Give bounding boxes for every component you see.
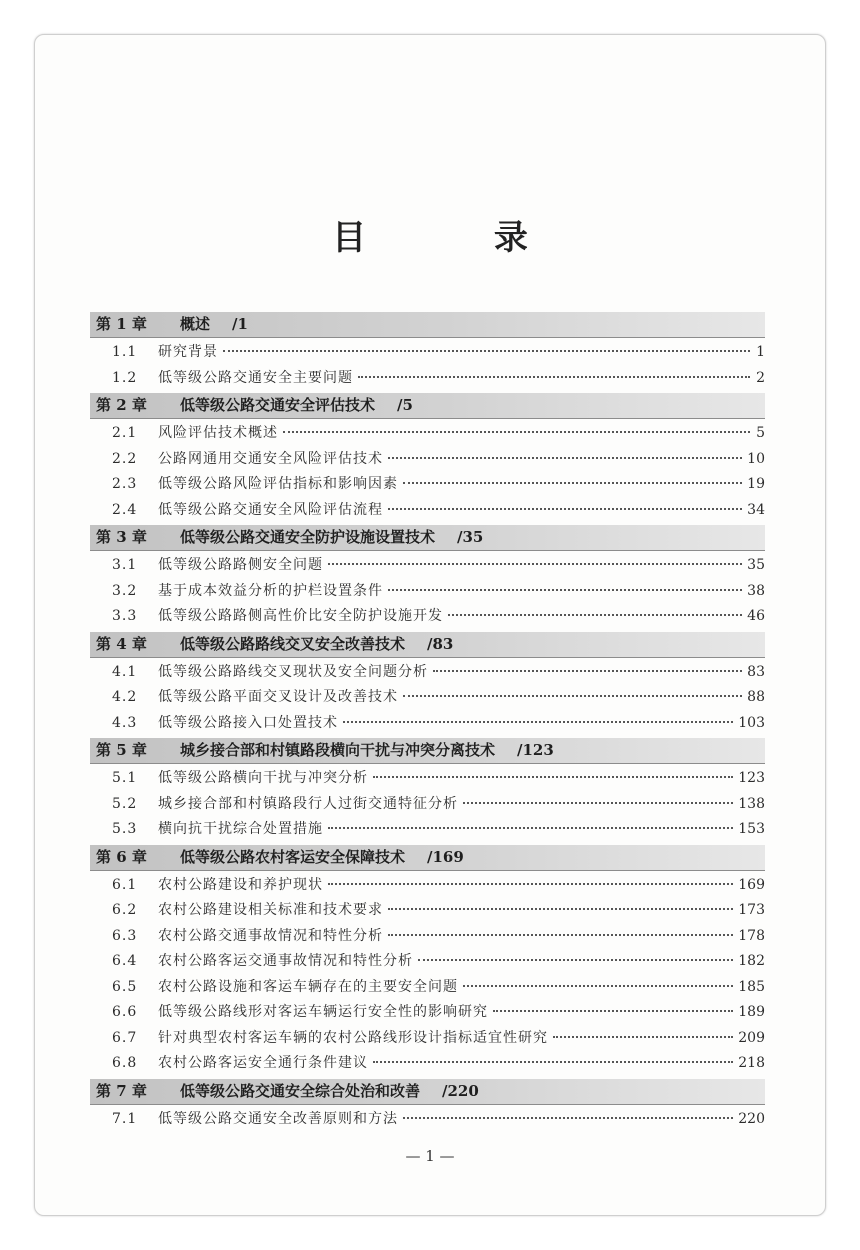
- section-page: 185: [738, 978, 765, 995]
- chapter-heading[interactable]: [90, 393, 765, 419]
- section-title: 农村公路设施和客运车辆存在的主要安全问题: [158, 978, 458, 995]
- chapter-page: /123: [517, 741, 554, 759]
- section-number: 2.3: [112, 476, 138, 492]
- section-number: 4.2: [112, 689, 138, 705]
- chapter-number: 第 5 章: [96, 741, 147, 759]
- section-page: 88: [747, 689, 765, 705]
- section-page: 153: [738, 821, 765, 837]
- section-title: 低等级公路路侧安全问题: [158, 557, 323, 573]
- section-title: 公路网通用交通安全风险评估技术: [158, 450, 383, 467]
- dot-leader: [388, 908, 733, 910]
- section-title: 农村公路客运交通事故情况和特性分析: [158, 953, 413, 969]
- toc-entry[interactable]: [90, 447, 765, 473]
- section-number: 6.8: [112, 1055, 138, 1071]
- chapter-heading[interactable]: [90, 632, 765, 658]
- section-page: 173: [738, 902, 765, 918]
- section-page: 35: [747, 557, 765, 573]
- section-title: 低等级公路路线交叉现状及安全问题分析: [158, 663, 428, 680]
- chapter-number: 第 7 章: [96, 1081, 147, 1100]
- toc-entry[interactable]: [90, 579, 765, 605]
- section-title: 低等级公路交通安全主要问题: [158, 369, 353, 386]
- section-number: 4.3: [112, 714, 138, 731]
- section-number: 2.1: [112, 425, 138, 441]
- dot-leader: [448, 614, 742, 616]
- dot-leader: [358, 376, 750, 378]
- section-page: 103: [738, 714, 765, 731]
- section-page: 83: [747, 663, 765, 680]
- section-title: 低等级公路交通安全风险评估流程: [158, 501, 383, 518]
- section-title: 低等级公路交通安全改善原则和方法: [158, 1110, 398, 1127]
- chapter-title: 城乡接合部和村镇路段横向干扰与冲突分离技术: [180, 741, 496, 759]
- toc-entry[interactable]: [90, 553, 765, 579]
- dot-leader: [403, 695, 742, 697]
- toc-entry[interactable]: [90, 1051, 765, 1077]
- section-title: 风险评估技术概述: [158, 425, 278, 441]
- dot-leader: [388, 589, 742, 591]
- toc-entry[interactable]: [90, 949, 765, 975]
- section-number: 3.1: [112, 557, 138, 573]
- section-number: 6.4: [112, 953, 138, 969]
- chapter-heading[interactable]: [90, 1079, 765, 1105]
- section-number: 5.3: [112, 821, 138, 837]
- section-number: 6.2: [112, 902, 138, 918]
- section-page: 138: [738, 795, 765, 812]
- section-title: 低等级公路线形对客运车辆运行安全性的影响研究: [158, 1004, 488, 1020]
- section-number: 6.5: [112, 978, 138, 995]
- dot-leader: [283, 431, 750, 433]
- chapter-heading[interactable]: [90, 525, 765, 551]
- toc-entry[interactable]: [90, 766, 765, 792]
- chapter-heading[interactable]: [90, 312, 765, 338]
- toc-entry[interactable]: [90, 1026, 765, 1052]
- dot-leader: [403, 1117, 733, 1119]
- chapter-title: 概述: [180, 315, 211, 333]
- section-page: 182: [738, 953, 765, 969]
- section-number: 6.3: [112, 927, 138, 944]
- dot-leader: [373, 776, 733, 778]
- chapter-page: /35: [457, 528, 484, 546]
- toc-entry[interactable]: [90, 660, 765, 686]
- section-page: 34: [747, 501, 765, 518]
- chapter-page: /1: [232, 315, 248, 333]
- chapter-heading[interactable]: [90, 845, 765, 871]
- chapter-number: 第 4 章: [96, 634, 147, 653]
- section-number: 1.1: [112, 344, 138, 360]
- section-page: 46: [747, 608, 765, 624]
- section-title: 城乡接合部和村镇路段行人过街交通特征分析: [158, 795, 458, 812]
- dot-leader: [463, 985, 733, 987]
- section-title: 低等级公路路侧高性价比安全防护设施开发: [158, 608, 443, 624]
- dot-leader: [403, 482, 742, 484]
- chapter-number: 第 3 章: [96, 528, 147, 546]
- toc-entry[interactable]: [90, 817, 765, 843]
- toc-entry[interactable]: [90, 924, 765, 950]
- section-page: 38: [747, 582, 765, 599]
- dot-leader: [433, 670, 742, 672]
- section-number: 6.7: [112, 1029, 138, 1046]
- section-number: 3.2: [112, 582, 138, 599]
- section-number: 5.2: [112, 795, 138, 812]
- chapter-page: /220: [442, 1081, 479, 1100]
- section-number: 7.1: [112, 1110, 138, 1127]
- dot-leader: [328, 883, 733, 885]
- section-number: 3.3: [112, 608, 138, 624]
- section-page: 178: [738, 927, 765, 944]
- section-title: 农村公路交通事故情况和特性分析: [158, 927, 383, 944]
- toc-entry[interactable]: [90, 792, 765, 818]
- toc-entry[interactable]: [90, 366, 765, 392]
- section-page: 123: [738, 770, 765, 786]
- dot-leader: [328, 563, 742, 565]
- section-number: 2.4: [112, 501, 138, 518]
- toc-entry[interactable]: [90, 975, 765, 1001]
- toc-entry[interactable]: [90, 604, 765, 630]
- section-title: 研究背景: [158, 344, 218, 360]
- section-page: 220: [738, 1110, 765, 1127]
- dot-leader: [343, 721, 733, 723]
- toc-entry[interactable]: [90, 711, 765, 737]
- dot-leader: [388, 457, 742, 459]
- toc-entry[interactable]: [90, 421, 765, 447]
- toc-entry[interactable]: [90, 472, 765, 498]
- chapter-title: 低等级公路交通安全综合处治和改善: [180, 1081, 421, 1100]
- chapter-title: 低等级公路路线交叉安全改善技术: [180, 634, 406, 653]
- section-number: 1.2: [112, 369, 138, 386]
- page-number-footer: — 1 —: [405, 1147, 455, 1165]
- chapter-title: 低等级公路农村客运安全保障技术: [180, 847, 406, 866]
- dot-leader: [493, 1010, 733, 1012]
- chapter-number: 第 6 章: [96, 847, 147, 866]
- chapter-number: 第 1 章: [96, 315, 147, 333]
- section-title: 低等级公路平面交叉设计及改善技术: [158, 689, 398, 705]
- section-title: 基于成本效益分析的护栏设置条件: [158, 582, 383, 599]
- dot-leader: [373, 1061, 733, 1063]
- section-page: 5: [756, 425, 765, 441]
- dot-leader: [223, 350, 750, 352]
- section-page: 189: [738, 1004, 765, 1020]
- section-number: 6.1: [112, 876, 138, 893]
- table-of-contents: [90, 310, 765, 1132]
- toc-entry[interactable]: [90, 340, 765, 366]
- section-title: 农村公路建设和养护现状: [158, 876, 323, 893]
- section-number: 4.1: [112, 663, 138, 680]
- toc-entry[interactable]: [90, 1000, 765, 1026]
- dot-leader: [388, 934, 733, 936]
- page-title: 目 录: [332, 218, 586, 258]
- toc-entry[interactable]: [90, 873, 765, 899]
- section-number: 6.6: [112, 1004, 138, 1020]
- section-page: 169: [738, 876, 765, 893]
- section-title: 低等级公路接入口处置技术: [158, 714, 338, 731]
- section-page: 1: [756, 344, 765, 360]
- chapter-number: 第 2 章: [96, 396, 147, 414]
- toc-entry[interactable]: [90, 1107, 765, 1133]
- dot-leader: [553, 1036, 733, 1038]
- section-page: 10: [747, 450, 765, 467]
- chapter-title: 低等级公路交通安全评估技术: [180, 396, 376, 414]
- section-page: 2: [756, 369, 765, 386]
- section-title: 农村公路客运安全通行条件建议: [158, 1055, 368, 1071]
- section-title: 农村公路建设相关标准和技术要求: [158, 902, 383, 918]
- section-page: 209: [738, 1029, 765, 1046]
- dot-leader: [388, 508, 742, 510]
- toc-entry[interactable]: [90, 498, 765, 524]
- section-title: 低等级公路风险评估指标和影响因素: [158, 476, 398, 492]
- dot-leader: [463, 802, 733, 804]
- section-title: 横向抗干扰综合处置措施: [158, 821, 323, 837]
- toc-entry[interactable]: [90, 685, 765, 711]
- chapter-heading[interactable]: [90, 738, 765, 764]
- toc-entry[interactable]: [90, 898, 765, 924]
- section-page: 218: [738, 1055, 765, 1071]
- section-title: 低等级公路横向干扰与冲突分析: [158, 770, 368, 786]
- dot-leader: [418, 959, 733, 961]
- chapter-title: 低等级公路交通安全防护设施设置技术: [180, 528, 436, 546]
- chapter-page: /83: [427, 634, 454, 653]
- section-number: 5.1: [112, 770, 138, 786]
- chapter-page: /5: [397, 396, 413, 414]
- dot-leader: [328, 827, 733, 829]
- chapter-page: /169: [427, 847, 464, 866]
- section-number: 2.2: [112, 450, 138, 467]
- section-title: 针对典型农村客运车辆的农村公路线形设计指标适宜性研究: [158, 1029, 548, 1046]
- section-page: 19: [747, 476, 765, 492]
